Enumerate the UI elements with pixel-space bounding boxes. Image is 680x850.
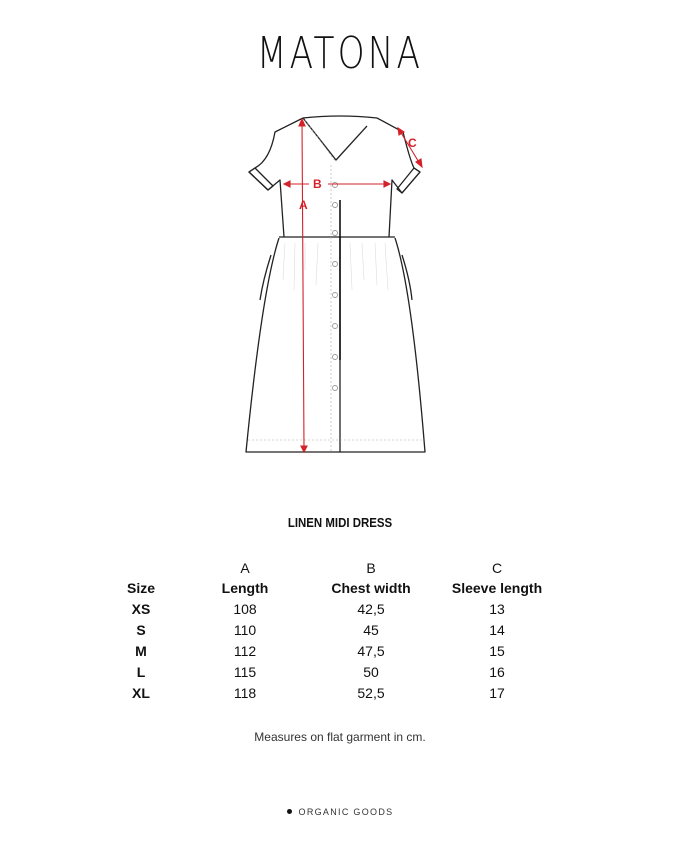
measurement-note: Measures on flat garment in cm. [254, 730, 426, 744]
table-row [110, 598, 570, 619]
chest-cell: 47,5 [357, 642, 385, 659]
table-row [110, 661, 570, 682]
dress-details [248, 165, 424, 452]
chest-cell: 45 [363, 621, 379, 638]
sleeve-cell: 15 [489, 642, 505, 659]
product-title: LINEN MIDI DRESS [287, 515, 393, 530]
measure-c-label: C [408, 136, 417, 150]
footer-text: ORGANIC GOODS [298, 807, 394, 817]
header-size: Size [126, 579, 155, 596]
header-chest-width: Chest width [331, 579, 411, 596]
letter-size [110, 558, 172, 577]
size-cell: XL [132, 684, 150, 701]
buttons [333, 183, 338, 391]
chest-cell: 42,5 [357, 600, 385, 617]
size-cell: M [135, 642, 147, 659]
brand-logo: MATONA [256, 28, 424, 79]
letter-c: C [491, 559, 503, 576]
size-chart-table [110, 558, 570, 703]
letter-a: A [240, 559, 250, 576]
sleeve-cell: 16 [489, 663, 505, 680]
header-sleeve-length: Sleeve length [451, 579, 543, 596]
table-row [110, 640, 570, 661]
letter-b: B [366, 559, 376, 576]
measure-a-line [302, 122, 304, 448]
size-cell: L [136, 663, 146, 680]
measure-b-label: B [313, 177, 322, 191]
header-row [110, 577, 570, 598]
length-cell: 118 [233, 684, 257, 701]
measurement-lines [284, 119, 422, 452]
measure-letter-row [110, 558, 570, 577]
dress-outline [246, 116, 425, 452]
length-cell: 108 [233, 600, 257, 617]
chest-cell: 50 [363, 663, 379, 680]
measure-a-label: A [299, 198, 308, 212]
length-cell: 112 [233, 642, 257, 659]
length-cell: 115 [233, 663, 257, 680]
sleeve-cell: 17 [489, 684, 505, 701]
size-cell: XS [131, 600, 151, 617]
table-row [110, 682, 570, 703]
length-cell: 110 [233, 621, 257, 638]
size-cell: S [136, 621, 146, 638]
sleeve-cell: 14 [489, 621, 505, 638]
measurement-labels [299, 136, 417, 212]
chest-cell: 52,5 [357, 684, 385, 701]
sleeve-cell: 13 [489, 600, 505, 617]
header-length: Length [221, 579, 269, 596]
table-row [110, 619, 570, 640]
dress-technical-sketch [0, 100, 680, 470]
footer [0, 807, 680, 817]
bullet-dot-icon [287, 809, 292, 814]
